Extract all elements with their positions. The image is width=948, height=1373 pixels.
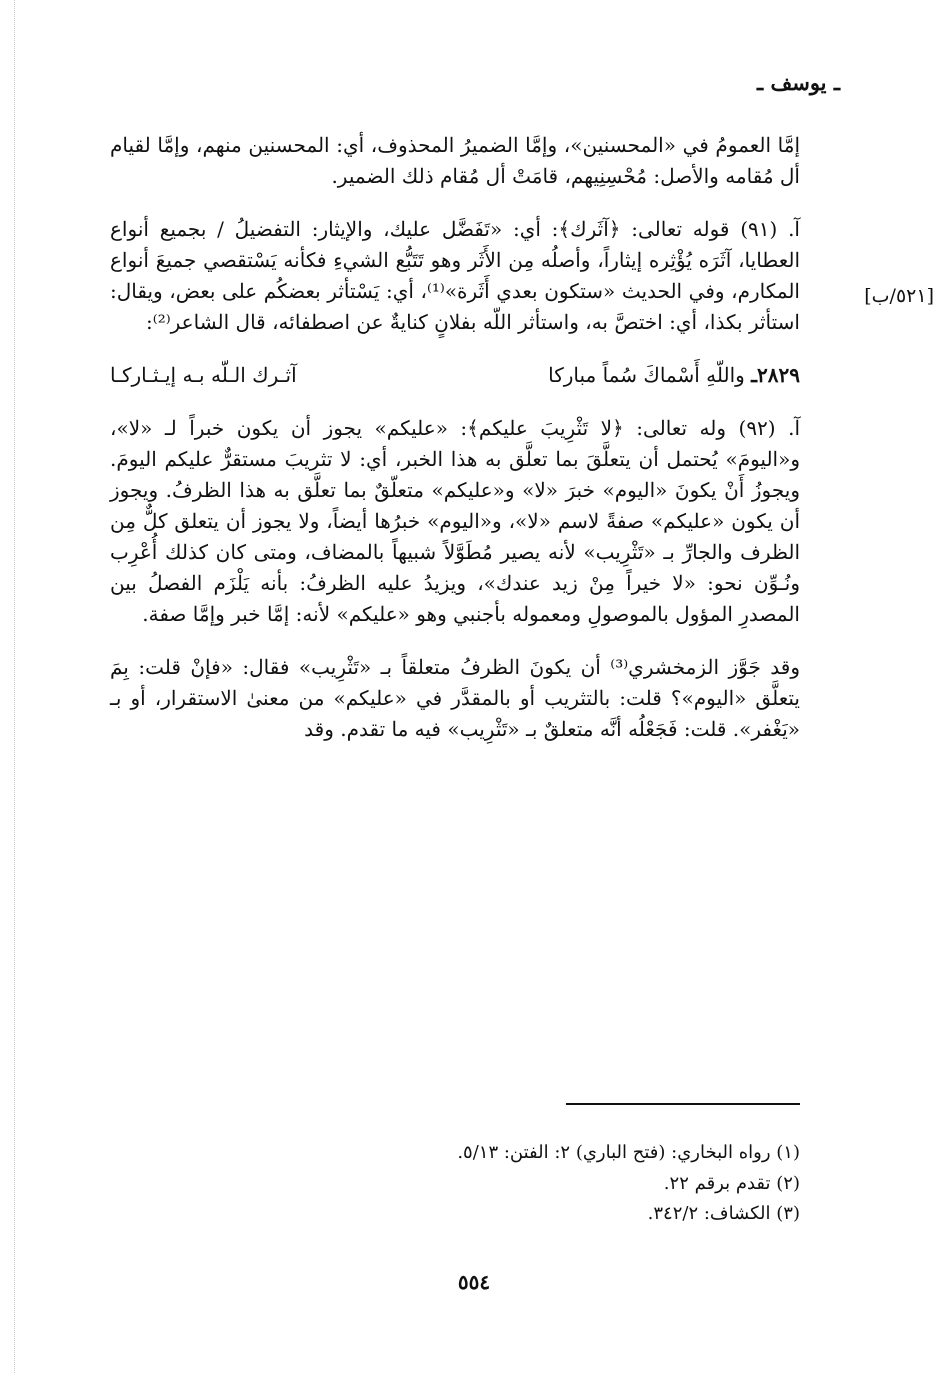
main-text [110, 130, 800, 771]
running-header: ـ يوسف ـ [757, 70, 840, 95]
hemistich-2: آثـرك الـلّه بـه إيـثـاركـا [110, 363, 297, 387]
manuscript-folio-ref: [٥٢١/ب] [864, 285, 934, 307]
footnotes [110, 1138, 800, 1230]
footnote-3: (٣) الكشاف: ٣٤٢/٢. [647, 1203, 800, 1225]
hemistich-1: واللّهِ أَسْماكَ سُماً مباركا [548, 363, 745, 387]
paragraph-1: إمَّا العمومُ في «المحسنين»، وإمَّا الضميرُ المحذوف، أي: المحسنين منهم، وإمَّا لقيام أل مُقامه والأصل: مُحْسِنِيهم، قامَتْ أل مُقام ذلك الضمير. [110, 133, 800, 188]
paragraph-2: آ. (٩١) قوله تعالى: ﴿آثَرك﴾: أي: «تَفَضَّل عليك، والإيثار: التفضيلُ / بجميع أنواع العطايا، آثَرَه يُؤْثِره إيثاراً، وأصلُه مِن الأَثَر وهو تَتَبُّع الشيءِ فكأنه يَسْتقصي جميعَ أنواع المكارم، وفي الحديث «ستكون بعدي أَثَرة»⁽¹⁾، أي: يَسْتأثر بعضكُم على بعض، ويقال: استأثر بكذا، أي: اختصَّ به، واستأثر اللّه بفلانٍ كنايةٌ عن اصطفائه، قال الشاعر⁽²⁾: [110, 217, 800, 334]
paragraph-4: وقد جَوَّز الزمخشري⁽³⁾ أن يكونَ الظرفُ متعلقاً بـ «تَثْرِيب» فقال: «فإنْ قلت: بِمَ يتعلَّق «اليوم»؟ قلت: بالتثريب أو بالمقدَّر في «عليكم» من معنىٰ الاستقرار، أو بـ «يَغْفر». قلت: فَجَعْلُه أنَّه متعلقٌ بـ «تَثْرِيب» فيه ما تقدم. وقد [110, 655, 800, 741]
footnote-separator [566, 1103, 800, 1105]
footnote-1: (١) رواه البخاري: (فتح الباري) ٢: الفتن: ٥/١٣. [457, 1142, 800, 1163]
scan-edge-dots [14, 0, 15, 1373]
verse-first-half [548, 360, 800, 391]
footnote-2: (٢) تقدم برقم ٢٢. [663, 1172, 800, 1194]
paragraph-3: آ. (٩٢) وله تعالى: ﴿لا تَثْرِيبَ عليكم﴾: «عليكم» يجوز أن يكون خبراً لـ «لا»، و«اليومَ» يُحتمل أن يتعلَّقَ بما تعلَّق به هذا الخبر، أي: لا تثريبَ مستقرٌّ عليكم اليومَ. ويجوزُ أَنْ يكونَ «اليوم» خبرَ «لا» و«عليكم» متعلّقٌ بما تعلَّق به هذا الظرفُ. ويجوز أن يكون «عليكم» صفةً لاسم «لا»، و«اليوم» خبرُها أيضاً، ولا يجوز أن يتعلق كلٌّ مِن الظرف والجارِّ بـ «تَثْرِيب» لأنه يصير مُطَوَّلاً شبيهاً بالمضاف، ومتى كان كذلك أُعْرِب ونُـوِّن نحو: «لا خيراً مِنْ زيد عندك»، ويزيدُ عليه الظرفُ: بأنه يَلْزَم الفصلُ بين المصدرِ المؤول بالموصولِ ومعموله بأجنبي وهو «عليكم» لأنه: إمَّا خبر وإمَّا صفة. [110, 416, 800, 626]
poetry-verse [110, 360, 800, 391]
page-number: ٥٥٤ [457, 1270, 491, 1294]
verse-number: ٢٨٢٩ـ [751, 363, 800, 387]
